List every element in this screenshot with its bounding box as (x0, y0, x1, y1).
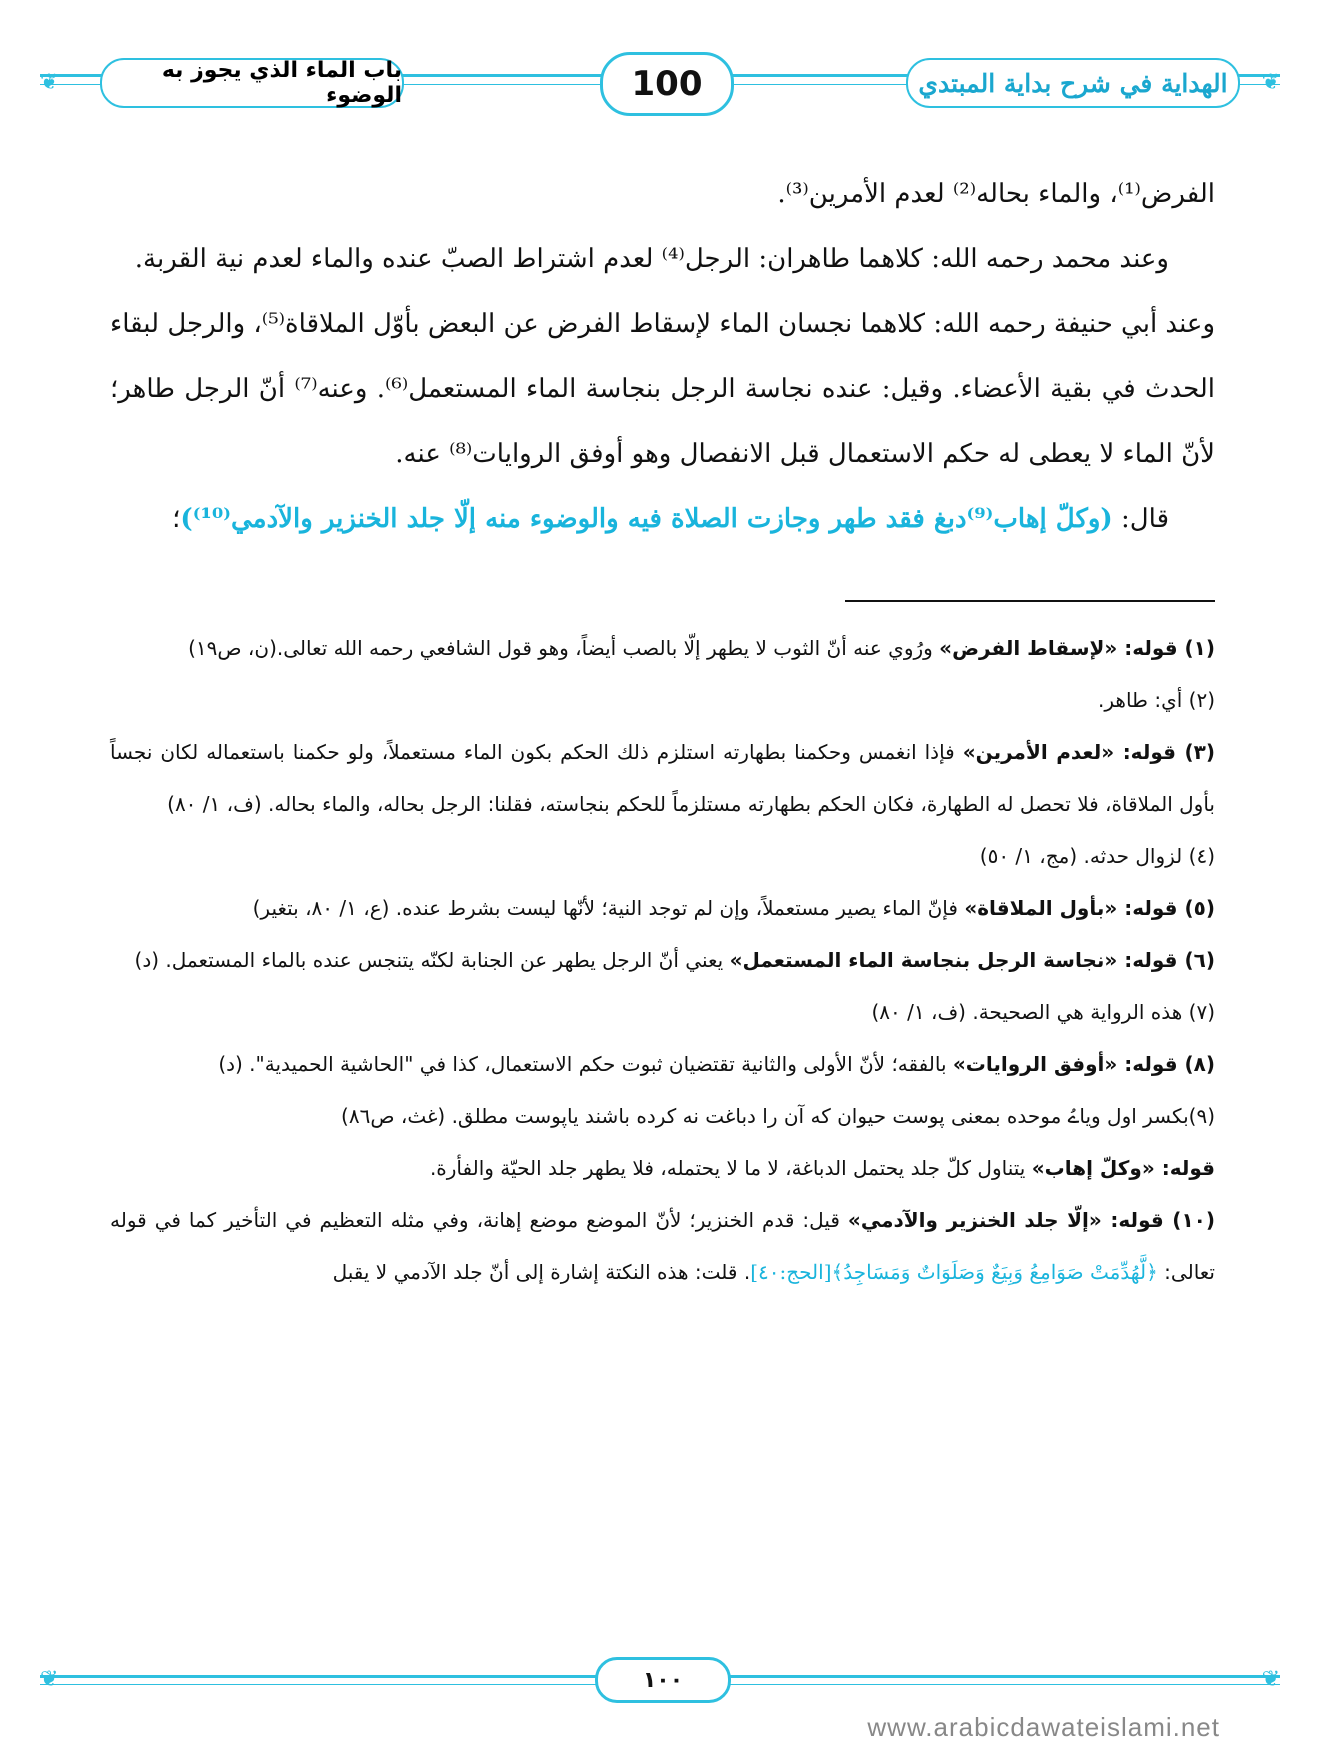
footnote-1 (110, 622, 1215, 674)
paragraph-4 (110, 487, 1215, 552)
chapter-title: باب الماء الذي يجوز به الوضوء (100, 58, 404, 108)
footnote-6 (110, 934, 1215, 986)
footnote-10 (110, 1194, 1215, 1298)
page-header (40, 52, 1280, 112)
footnote-8-text: بالفقه؛ لأنّ الأولى والثانية تقتضيان ثبوت حكم الاستعمال، كذا في "الحاشية الحميدية". (د) (218, 1052, 953, 1076)
footnote-10-tail: . قلت: هذه النكتة إشارة إلى أنّ جلد الآدمي لا يقبل (332, 1260, 751, 1284)
page-footer (40, 1657, 1280, 1707)
quran-reference: [الحج:٤٠] (750, 1260, 832, 1284)
footnote-1-label: (١) قوله: «لإسقاط الفرض» (939, 636, 1215, 660)
footer-ornament-left-icon: ❦ (40, 1667, 59, 1692)
footnote-9: (٩)بكسر اول وياےُ موحده بمعنى پوست حيوان كه آن را دباغت نه كرده باشند ياپوست مطلق. (غث، ص٨٦) (341, 1104, 1215, 1128)
footnote-9b (110, 1142, 1215, 1194)
footnote-10-label: (١٠) قوله: «إلّا جلد الخنزير والآدمي» (847, 1208, 1216, 1232)
footnote-2: (٢) أي: طاهر. (1098, 688, 1215, 712)
footnotes (110, 622, 1215, 1298)
footnote-8-label: (٨) قوله: «أوفق الروايات» (952, 1052, 1215, 1076)
paragraph-1: الفرض⁽¹⁾، والماء بحاله⁽²⁾ لعدم الأمرين⁽³⁾. (777, 179, 1215, 209)
footer-page-number: ١٠٠ (595, 1657, 731, 1703)
footnote-10-text: قيل: قدم الخنزير؛ لأنّ الموضع موضع إهانة، وفي مثله التعظيم في التأخير كما في قوله تعالى: (110, 1208, 1215, 1284)
footnote-8 (110, 1038, 1215, 1090)
footnote-5 (110, 882, 1215, 934)
footer-ornament-right-icon: ❦ (1261, 1667, 1280, 1692)
book-title: الهداية في شرح بداية المبتدي (906, 58, 1240, 108)
footnote-9b-text: يتناول كلّ جلد يحتمل الدباغة، لا ما لا يحتمله، فلا يطهر جلد الحيّة والفأرة. (429, 1156, 1032, 1180)
ornament-right-icon: ❦ (1261, 70, 1280, 95)
main-text (110, 162, 1215, 552)
website-url[interactable]: www.arabicdawateislami.net (867, 1712, 1220, 1742)
matn-highlight: (وكلّ إهاب⁽⁹⁾دبغ فقد طهر وجازت الصلاة فيه والوضوء منه إلّا جلد الخنزير والآدمي⁽¹⁰⁾) (180, 504, 1113, 534)
ornament-left-icon: ❦ (40, 70, 59, 95)
footnote-5-label: (٥) قوله: «بأول الملاقاة» (964, 896, 1215, 920)
footnote-1-text: ورُوي عنه أنّ الثوب لا يطهر إلّا بالصب أيضاً، وهو قول الشافعي رحمه الله تعالى.(ن، ص١٩) (188, 636, 940, 660)
paragraph-4-suffix: ؛ (172, 504, 181, 534)
header-page-number: 100 (600, 52, 734, 116)
footnote-6-label: (٦) قوله: «نجاسة الرجل بنجاسة الماء المستعمل» (729, 948, 1215, 972)
footnote-3-label: (٣) قوله: «لعدم الأمرين» (962, 740, 1215, 764)
footnote-9b-label: قوله: «وكلّ إهاب» (1031, 1156, 1215, 1180)
footnote-4: (٤) لزوال حدثه. (مج، ١/ ٥٠) (979, 844, 1215, 868)
paragraph-3: وعند أبي حنيفة رحمه الله: كلاهما نجسان الماء لإسقاط الفرض عن البعض بأوّل الملاقاة⁽⁵⁾، والرجل لبقاء الحدث في بقية الأعضاء. وقيل: عنده نجاسة الرجل بنجاسة الماء المستعمل⁽⁶⁾. وعنه⁽⁷⁾ أنّ الرجل طاهر؛ لأنّ الماء لا يعطى له حكم الاستعمال قبل الانفصال وهو أوفق الروايات⁽⁸⁾ عنه. (110, 309, 1216, 469)
footnote-6-text: يعني أنّ الرجل يطهر عن الجنابة لكنّه يتنجس عنده بالماء المستعمل. (د) (134, 948, 730, 972)
qala-prefix: قال: (1112, 504, 1169, 534)
footnote-3-text: فإذا انغمس وحكمنا بطهارته استلزم ذلك الحكم بكون الماء مستعملاً، ولو حكمنا باستعماله لكان نجساً بأول الملاقاة، فلا تحصل له الطهارة، فكان الحكم بطهارته مستلزماً للحكم بنجاسته، فقلنا: الرجل بحاله، والماء بحاله. (ف، ١/ ٨٠) (110, 740, 1215, 816)
footnote-5-text: فإنّ الماء يصير مستعملاً، وإن لم توجد النية؛ لأنّها ليست بشرط عنده. (ع، ١/ ٨٠، بتغير) (252, 896, 965, 920)
footnote-3 (110, 726, 1215, 830)
paragraph-2: وعند محمد رحمه الله: كلاهما طاهران: الرجل⁽⁴⁾ لعدم اشتراط الصبّ عنده والماء لعدم نية القربة. (134, 244, 1169, 274)
footnote-7: (٧) هذه الرواية هي الصحيحة. (ف، ١/ ٨٠) (871, 1000, 1215, 1024)
quran-verse: ﴿لَّهُدِّمَتْ صَوَامِعُ وَبِيَعٌ وَصَلَوَاتٌ وَمَسَاجِدُ﴾ (831, 1260, 1158, 1284)
footnote-separator (845, 600, 1215, 602)
